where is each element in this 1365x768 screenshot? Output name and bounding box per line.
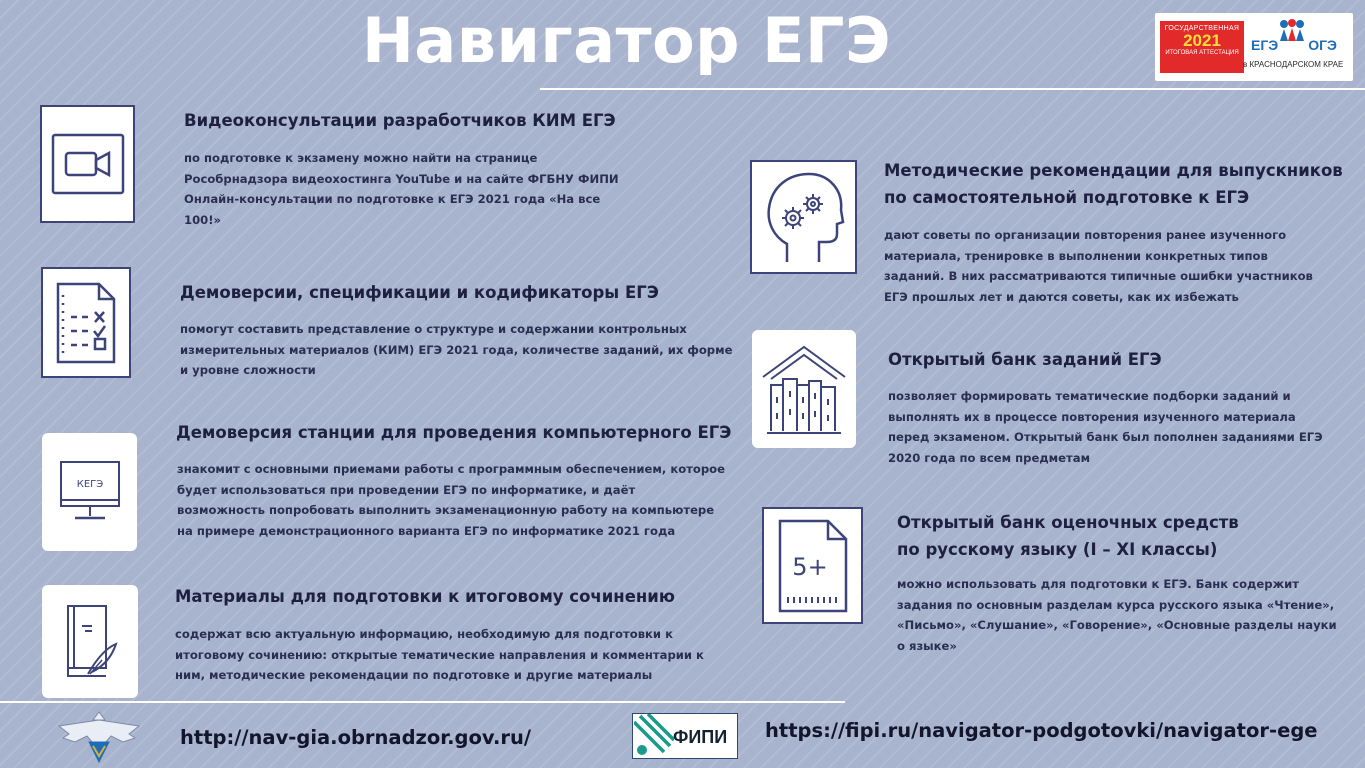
desc-line: о языке» [897,638,957,653]
nav-gia-link[interactable]: http://nav-gia.obrnadzor.gov.ru/ [180,726,532,749]
task-bank-icon-tile[interactable] [752,330,856,448]
title-underline [540,88,1365,90]
video-camera-icon [51,133,125,195]
logo-ege-text: ЕГЭ [1251,37,1279,53]
method-recs-icon-tile[interactable] [750,160,857,274]
kege-station-desc [177,459,725,541]
desc-line: Онлайн-консультации по подготовке к ЕГЭ 2021 года «На все [184,192,601,206]
fipi-navigator-link[interactable]: https://fipi.ru/navigator-podgotovki/navigator-ege [765,719,1318,742]
desc-line: знакомит с основными приемами работы с программным обеспечением, которое [177,462,725,476]
checklist-document-icon [55,281,117,365]
video-consult-desc [184,148,619,230]
video-consult-icon-tile[interactable] [40,105,135,223]
title-line: по русскому языку (I – XI классы) [897,540,1218,559]
desc-line: измерительных материалов (КИМ) ЕГЭ 2021 года, количестве заданий, их форме [180,342,733,357]
desc-line: помогут составить представление о структуре и содержании контрольных [180,322,687,336]
demo-versions-desc [180,319,732,381]
book-quill-icon [62,604,118,680]
desc-line: 2020 года по всем предметам [888,450,1091,465]
logo-region: в КРАСНОДАРСКОМ КРАЕ [1243,60,1344,69]
desc-line: ним, методические рекомендации по подготовке и другие материалы [175,668,653,682]
method-recs-title[interactable] [884,157,1343,211]
desc-line: ЕГЭ прошлых лет и даются советы, как их избежать [884,289,1239,304]
kege-station-icon-tile[interactable] [42,433,137,551]
logo-exams [1251,37,1337,53]
task-bank-desc [888,386,1323,468]
head-gears-icon [763,170,845,264]
method-recs-desc [884,225,1313,307]
gia-year-badge [1160,21,1244,73]
bookshelf-library-icon [759,339,849,439]
title-line: Материалы для подготовки к итоговому сочинению [175,587,675,606]
essay-materials-desc [175,624,704,686]
desc-line: и уровне сложности [180,363,316,377]
title-line: Демоверсия станции для проведения компьютерного ЕГЭ [176,423,732,442]
desc-line: можно использовать для подготовки к ЕГЭ. Банк содержит [897,577,1299,591]
logo-line-3: ИТОГОВАЯ АТТЕСТАЦИЯ [1165,50,1239,56]
desc-line: «Письмо», «Слушание», «Говорение», «Основные разделы науки [897,618,1337,632]
demo-versions-icon-tile[interactable] [41,267,131,378]
fipi-emblem-icon [634,714,674,758]
logo-oge-text: ОГЭ [1308,37,1338,53]
desc-line: будет использоваться при проведении ЕГЭ по информатике, и даёт [177,482,636,497]
desc-line: содержат всю актуальную информацию, необходимую для подготовки к [175,627,673,641]
assessment-bank-title[interactable] [897,509,1239,563]
desc-line: возможность попробовать выполнить экзаменационную работу на компьютере [177,503,715,517]
title-line: Демоверсии, спецификации и кодификаторы ЕГЭ [180,283,659,302]
fipi-logo-text: ФИПИ [673,727,728,747]
desc-line: позволяет формировать тематические подборки заданий и [888,389,1291,403]
desc-line: дают советы по организации повторения ранее изученного [884,228,1287,242]
desc-line: перед экзаменом. Открытый банк был пополнен заданиями ЕГЭ [888,430,1323,444]
computer-monitor-icon [59,460,121,524]
fipi-logo[interactable] [632,713,738,759]
logo-line-1: ГОСУДАРСТВЕННАЯ [1164,25,1240,32]
desc-line: 100!» [184,212,221,227]
grade-label: 5+ [791,552,828,581]
footer-divider [0,701,845,703]
grade-document-icon [778,519,848,613]
desc-line: заданий. В них рассматриваются типичные ошибки участников [884,269,1313,283]
kege-label: КЕГЭ [76,479,103,490]
desc-line: выполнять их в процессе повторения изученного материала [888,409,1296,424]
page-title: Навигатор ЕГЭ [362,4,891,77]
assessment-bank-desc [897,574,1337,656]
desc-line: задания по основным разделам курса русского языка «Чтение», [897,597,1335,612]
title-line: Видеоконсультации разработчиков КИМ ЕГЭ [184,111,616,130]
essay-materials-icon-tile[interactable] [42,585,138,698]
assessment-bank-icon-tile[interactable] [762,507,863,624]
desc-line: материала, тренировке в выполнении конкретных типов [884,248,1268,263]
logo-year: 2021 [1183,31,1221,50]
demo-versions-title[interactable] [180,279,659,306]
rosobrnadzor-emblem-icon [57,706,141,764]
title-line: Открытый банк заданий ЕГЭ [888,350,1162,369]
gia-2021-logo [1155,13,1353,81]
title-line: Открытый банк оценочных средств [897,513,1239,532]
desc-line: Рособрнадзора видеохостинга YouTube и на сайте ФГБНУ ФИПИ [184,171,619,186]
video-consult-title[interactable] [184,107,616,134]
kege-station-title[interactable] [176,419,731,446]
task-bank-title[interactable] [888,346,1162,373]
desc-line: итоговому сочинению: открытые тематические направления и комментарии к [175,647,704,662]
desc-line: на примере демонстрационного варианта ЕГЭ по информатике 2021 года [177,523,676,538]
essay-materials-title[interactable] [175,583,675,610]
title-line: по самостоятельной подготовке к ЕГЭ [884,188,1250,207]
desc-line: по подготовке к экзамену можно найти на странице [184,151,538,165]
title-line: Методические рекомендации для выпускников [884,161,1343,180]
